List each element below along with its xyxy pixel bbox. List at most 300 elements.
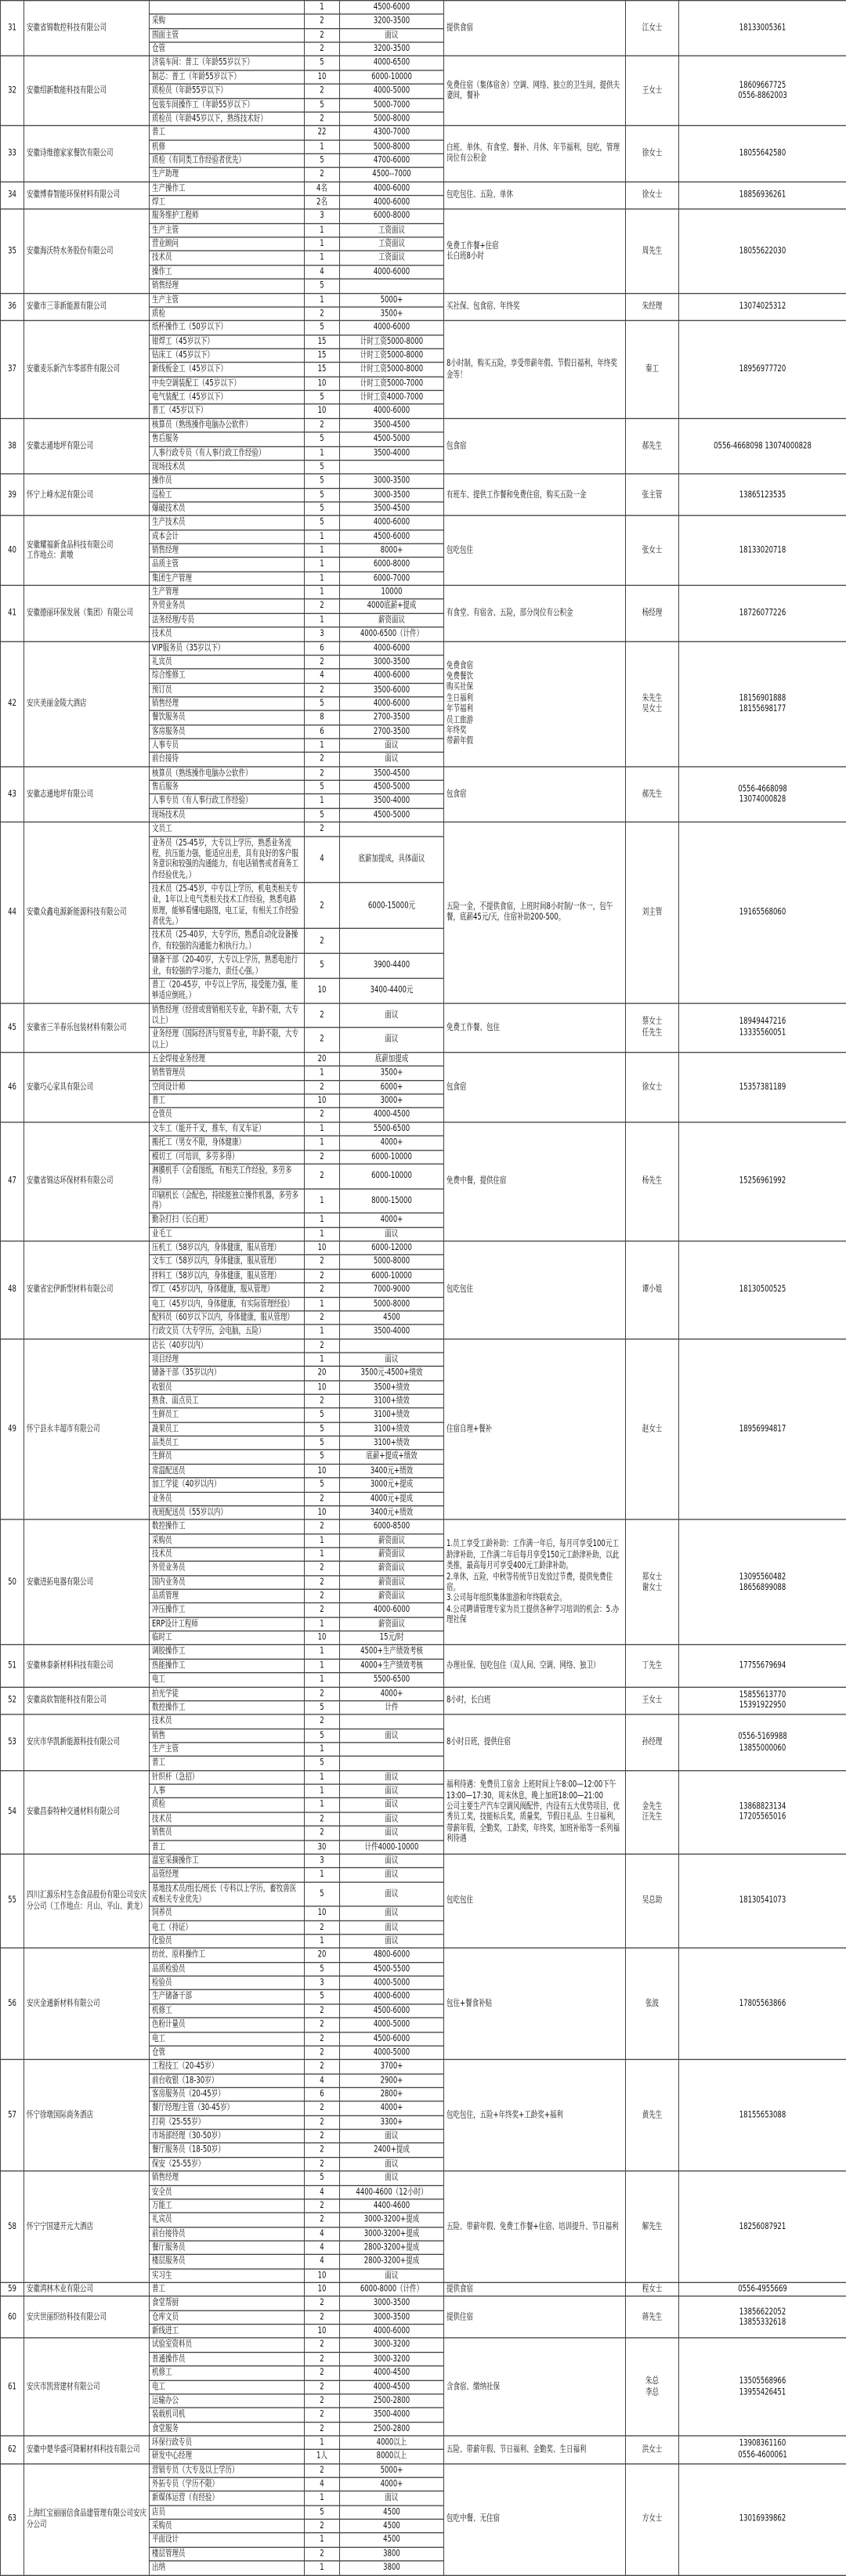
job-salary: 6000-10000	[340, 70, 444, 85]
contact-phone: 18726077226	[679, 586, 846, 641]
job-count: 4	[305, 2227, 340, 2241]
job-count: 5	[305, 808, 340, 822]
job-count: 10	[305, 2269, 340, 2283]
job-salary: 4000-5000	[340, 2018, 444, 2032]
job-title: 销售经理	[150, 279, 305, 293]
job-salary: 4000-4500	[340, 1108, 444, 1122]
job-salary: 2400+提成	[340, 2144, 444, 2158]
contact-phone: 15357381189	[679, 1053, 846, 1122]
job-salary: 计时工资4000-7000	[340, 391, 444, 405]
company-welfare: 住宿自理+餐补	[444, 1339, 626, 1519]
company-welfare: 1.员工享受工龄补助：工作满一年后，每月可享受100元工龄津补助，工作满二年后每月享受150元工龄津补助，以此类推，最高每月可享受400元工龄津补助。 2.单休，五险，中秋等传统节日发放过节费，提供免费住宿。 3.公司每年组织集体旅游和年终联欢会。 4.公司聘请管理专家为员工提供各种学习培训的机会：5.办理社保	[444, 1519, 626, 1645]
company-number: 39	[1, 474, 24, 515]
company-number: 38	[1, 418, 24, 474]
job-title: 销售管理员	[150, 1067, 305, 1081]
job-salary: 3800	[340, 2547, 444, 2561]
company-name: 上海红宝丽丽信食品建管理有限公司安庆分公司	[24, 2463, 150, 2574]
job-salary: 5500-6500	[340, 1673, 444, 1687]
company-name: 安庆世丽织纺科技有限公司	[24, 2296, 150, 2338]
company-name: 安徽志通地坪有限公司	[24, 767, 150, 822]
job-salary: 4500	[340, 2506, 444, 2520]
job-count: 2	[305, 2004, 340, 2018]
job-count: 2	[305, 1339, 340, 1353]
contact-phone: 0556-4955669	[679, 2282, 846, 2296]
table-row	[1, 1687, 846, 1701]
company-number: 33	[1, 126, 24, 182]
company-number: 41	[1, 586, 24, 641]
job-title: 仓管	[150, 42, 305, 56]
contact-person: 郝先生	[626, 767, 679, 822]
company-welfare: 提供食宿	[444, 2282, 626, 2296]
job-title: 生产主管	[150, 293, 305, 307]
contact-person: 杨先生	[626, 1122, 679, 1241]
company-number: 42	[1, 641, 24, 767]
table-row	[1, 2296, 846, 2310]
job-salary: 4000-6000	[340, 516, 444, 530]
job-salary: 2700-3500	[340, 724, 444, 739]
job-title: 操作工	[150, 266, 305, 280]
job-count: 2	[305, 2366, 340, 2380]
job-title: 电工	[150, 1673, 305, 1687]
job-title: 出纳	[150, 2561, 305, 2575]
job-title: VIP服务员（35岁以下）	[150, 641, 305, 656]
job-title: 前台收银（18-30岁）	[150, 2074, 305, 2088]
table-row	[1, 2338, 846, 2352]
job-title: 钻床工（45岁以下）	[150, 349, 305, 363]
company-name: 安徽省三羊春乐包装材料有限公司	[24, 1003, 150, 1053]
company-number: 40	[1, 516, 24, 586]
job-salary: 3800	[340, 2561, 444, 2575]
job-salary: 3000-3500	[340, 474, 444, 488]
job-count: 1	[305, 223, 340, 237]
company-welfare: 免费中餐，提供住宿	[444, 1122, 626, 1241]
job-salary: 3100+绩效	[340, 1394, 444, 1408]
job-salary: 面议	[340, 739, 444, 753]
company-number: 50	[1, 1519, 24, 1645]
job-count: 5	[305, 460, 340, 474]
job-title: 焊工（45岁以内，身体健康，服从管理）	[150, 1283, 305, 1297]
job-salary: 6000-8000	[340, 558, 444, 572]
table-row	[1, 2436, 846, 2450]
job-count: 2	[305, 1311, 340, 1325]
job-salary: 4500	[340, 2533, 444, 2547]
job-count: 1	[305, 1324, 340, 1339]
job-count: 10	[305, 2282, 340, 2296]
job-salary: 薪资面议	[340, 1589, 444, 1603]
job-title: 工程技工（20-45岁）	[150, 2060, 305, 2074]
job-salary: 15元/时	[340, 1631, 444, 1646]
job-count: 1	[305, 1067, 340, 1081]
job-count: 10	[305, 1464, 340, 1478]
job-count: 1	[305, 529, 340, 544]
job-salary: 4500-6000	[340, 529, 444, 544]
job-title: 销售员	[150, 1826, 305, 1841]
job-count: 1	[305, 1645, 340, 1659]
job-salary: 4000-6000	[340, 404, 444, 418]
job-count: 2	[305, 2394, 340, 2408]
job-count: 1	[305, 2561, 340, 2575]
job-title: 综合维修工	[150, 669, 305, 683]
job-title: 项目经理	[150, 1353, 305, 1367]
company-welfare: 包吃包住	[444, 1241, 626, 1339]
job-salary: 面议	[340, 28, 444, 42]
contact-person: 王女士	[626, 56, 679, 126]
job-title: 纺丝、原料操作工	[150, 1949, 305, 1963]
job-title: 勤杂打扫（长白班）	[150, 1213, 305, 1227]
table-row	[1, 822, 846, 836]
job-title: 压机工（58岁以内，身体健康，服从管理）	[150, 1241, 305, 1255]
company-number: 31	[1, 1, 24, 56]
job-salary: 面议	[340, 1854, 444, 1868]
job-salary: 4000元+提成	[340, 1492, 444, 1506]
job-title: 业务员（25-45岁，大专以上学历，熟悉业务流程，抗压能力强，能适应出差，具有良好的客户服务意识和较强的沟通能力，有电话销售或者商务工作经验优先。）	[150, 836, 305, 883]
job-title: 生产主管	[150, 1743, 305, 1757]
job-count: 2	[305, 2520, 340, 2534]
job-salary: 3000+	[340, 1094, 444, 1108]
job-title: 店员	[150, 2506, 305, 2520]
job-count: 1	[305, 1213, 340, 1227]
job-salary: 2800-3200+提成	[340, 2255, 444, 2269]
job-count: 2	[305, 1283, 340, 1297]
job-title: 色粉计量员	[150, 2018, 305, 2032]
job-title: 纸杯操作工（50岁以下）	[150, 321, 305, 335]
job-salary: 3500+	[340, 1067, 444, 1081]
job-salary: 3400元+绩效	[340, 1506, 444, 1520]
job-count: 2	[305, 2547, 340, 2561]
company-welfare: 免费工作餐+住宿 长白班8小时	[444, 209, 626, 293]
job-title: 淋膜机手（会看图纸，有相关工作经验，多劳多得）	[150, 1164, 305, 1189]
job-count: 2	[305, 1589, 340, 1603]
job-salary: 4500-5500	[340, 1962, 444, 1976]
job-salary: 面议	[340, 1770, 444, 1784]
company-number: 58	[1, 2171, 24, 2282]
contact-phone: 18133005361	[679, 1, 846, 56]
company-number: 47	[1, 1122, 24, 1241]
job-salary	[340, 460, 444, 474]
job-count: 1	[305, 1353, 340, 1367]
job-count: 2	[305, 84, 340, 98]
job-salary: 4000+	[340, 2101, 444, 2115]
job-title: 餐厅服务员（18-50岁）	[150, 2144, 305, 2158]
job-count: 1	[305, 572, 340, 586]
job-count: 1	[305, 1136, 340, 1150]
job-count: 2	[305, 418, 340, 432]
job-salary: 3200-3500	[340, 14, 444, 28]
job-count: 4	[305, 2255, 340, 2269]
job-title: 五金焊接业务经理	[150, 1053, 305, 1067]
job-title: 品质管理	[150, 1589, 305, 1603]
job-salary: 薪资面议	[340, 1548, 444, 1562]
table-row	[1, 321, 846, 335]
job-count: 4	[305, 2074, 340, 2088]
job-count: 2	[305, 2144, 340, 2158]
job-salary: 3500-4000	[340, 794, 444, 808]
job-title: 销售经理（经营或营销相关专业，年龄不限，大专以上）	[150, 1003, 305, 1028]
contact-phone: 13505568966 13955426451	[679, 2338, 846, 2435]
job-title: 楼层服务员	[150, 2255, 305, 2269]
company-name: 安徽众鑫电源新能源科技有限公司	[24, 822, 150, 1003]
company-welfare: 包吃中餐、无住宿	[444, 2463, 626, 2574]
job-salary: 面议	[340, 1729, 444, 1743]
job-title: 实习生	[150, 2269, 305, 2283]
company-name: 安徽高软智能科技有限公司	[24, 1687, 150, 1715]
job-salary: 3400元+绩效	[340, 1464, 444, 1478]
job-count: 2	[305, 2018, 340, 2032]
table-row	[1, 1949, 846, 1963]
job-title: 仓管员	[150, 1108, 305, 1122]
job-count: 10	[305, 2325, 340, 2339]
contact-person: 张主管	[626, 474, 679, 515]
job-title: 新线进工	[150, 2325, 305, 2339]
contact-phone: 13095560482 18656899088	[679, 1519, 846, 1645]
job-salary: 4000-6000	[340, 641, 444, 656]
company-number: 45	[1, 1003, 24, 1053]
table-row	[1, 516, 846, 530]
contact-person: 朱经理	[626, 293, 679, 321]
job-count: 2	[305, 2060, 340, 2074]
company-name: 安徽麦乐新汽车零部件有限公司	[24, 321, 150, 418]
job-salary: 4000-4500	[340, 2380, 444, 2394]
table-row	[1, 2060, 846, 2074]
job-salary: 4500+生产绩效考核	[340, 1645, 444, 1659]
job-count: 1	[305, 293, 340, 307]
job-title: 焊工	[150, 196, 305, 210]
company-number: 52	[1, 1687, 24, 1715]
job-count: 2	[305, 2296, 340, 2310]
company-name: 安庆市凯营建材有限公司	[24, 2338, 150, 2435]
job-count: 10	[305, 404, 340, 418]
job-title: 装载机司机	[150, 2408, 305, 2422]
contact-person: 张波	[626, 1949, 679, 2060]
job-salary: 3500-4500	[340, 418, 444, 432]
company-welfare: 有班车、提供工作餐和免费住宿，购买五险一金	[444, 474, 626, 515]
company-number: 35	[1, 209, 24, 293]
company-number: 55	[1, 1854, 24, 1948]
job-count: 1	[305, 544, 340, 558]
job-count: 5	[305, 1700, 340, 1714]
job-salary	[340, 929, 444, 954]
job-count: 2	[305, 1826, 340, 1841]
job-salary: 面议	[340, 2130, 444, 2144]
job-title: 生产助理	[150, 168, 305, 182]
job-salary: 3000-3200	[340, 2352, 444, 2366]
job-salary: 4500	[340, 2520, 444, 2534]
job-salary: 薪资面议	[340, 1534, 444, 1548]
job-salary: 4000以上	[340, 2436, 444, 2450]
job-salary: 4500-6000	[340, 2004, 444, 2018]
job-salary: 计时工资5000-8000	[340, 334, 444, 349]
company-number: 32	[1, 56, 24, 126]
contact-phone: 13074025312	[679, 293, 846, 321]
job-count: 5	[305, 1962, 340, 1976]
job-count: 2	[305, 1164, 340, 1189]
job-count: 1	[305, 1227, 340, 1241]
job-count: 4	[305, 2185, 340, 2199]
job-salary: 面议	[340, 1353, 444, 1367]
job-salary: 6000-8000（计件）	[340, 2282, 444, 2296]
job-title: 济装车间：普工（年龄55岁以下）	[150, 56, 305, 70]
contact-person: 刘主管	[626, 822, 679, 1003]
job-salary: 4500-6000	[340, 2032, 444, 2046]
job-count: 10	[305, 1631, 340, 1646]
job-title: 质检（有同类工作经验者优先）	[150, 154, 305, 168]
company-name: 安徽省锦达环保材料有限公司	[24, 1122, 150, 1241]
table-row	[1, 182, 846, 196]
table-row	[1, 1854, 846, 1868]
job-count: 1	[305, 1770, 340, 1784]
company-welfare: 免费食宿 免费餐饮 购买社保 生日福利 年节福利 员工旅游 年终奖 带薪年假	[444, 641, 626, 767]
job-salary: 计件	[340, 1700, 444, 1714]
table-row	[1, 418, 846, 432]
job-salary: 6000-7000	[340, 572, 444, 586]
job-count: 5	[305, 953, 340, 978]
job-title: 搬托工（男女不限，身体健康）	[150, 1136, 305, 1150]
company-name: 四川汇源乐村生态食品股份有限公司安庆分公司（工作地点：月山、平山、黄龙）	[24, 1854, 150, 1948]
company-name: 怀宁宁国建开元大酒店	[24, 2171, 150, 2282]
company-welfare: 五险、带薪年假、免费工作餐+住宿、培训提升、节日福利	[444, 2171, 626, 2282]
contact-phone: 18156901888 18155698177	[679, 641, 846, 767]
job-count: 5	[305, 321, 340, 335]
job-count: 15	[305, 349, 340, 363]
job-title: 品类员工	[150, 1436, 305, 1451]
job-count: 2	[305, 2199, 340, 2213]
job-title: 品管经理	[150, 1868, 305, 1882]
contact-person: 孙经理	[626, 1714, 679, 1770]
job-title: 技术员	[150, 1812, 305, 1826]
job-count: 2	[305, 1028, 340, 1053]
contact-phone: 18130541073	[679, 1854, 846, 1948]
job-count: 5	[305, 1478, 340, 1492]
job-title: 生鲜员	[150, 1450, 305, 1464]
job-title: 电工	[150, 2032, 305, 2046]
job-salary: 3500-4000	[340, 1324, 444, 1339]
job-title: 普工	[150, 1840, 305, 1854]
job-title: 平面设计	[150, 2533, 305, 2547]
job-title: 质检	[150, 307, 305, 321]
company-welfare: 五险一金，不提供食宿，上班时间8小时制/一休一，包午餐，底薪45元/天，住宿补助200-500。	[444, 822, 626, 1003]
contact-phone: 15256961992	[679, 1122, 846, 1241]
company-number: 36	[1, 293, 24, 321]
contact-person: 秦工	[626, 321, 679, 418]
table-row	[1, 641, 846, 656]
job-salary: 8000+	[340, 544, 444, 558]
job-title: 饲养员	[150, 1906, 305, 1920]
job-count: 5	[305, 697, 340, 711]
job-count: 1	[305, 558, 340, 572]
company-number: 34	[1, 182, 24, 210]
job-count: 5	[305, 432, 340, 446]
job-salary: 5000-8000	[340, 139, 444, 154]
job-count: 1	[305, 2436, 340, 2450]
job-count: 5	[305, 98, 340, 112]
contact-person: 洪女士	[626, 2436, 679, 2464]
company-number: 60	[1, 2296, 24, 2338]
job-title: 巡检工	[150, 488, 305, 502]
job-salary: 2500-2800	[340, 2422, 444, 2436]
contact-phone: 18956977720	[679, 321, 846, 418]
job-title: 普工	[150, 126, 305, 140]
job-title: 印刷机长（会配色，持续能独立操作机器，多劳多得）	[150, 1189, 305, 1214]
job-title: 环保行政专员	[150, 2436, 305, 2450]
job-count: 5	[305, 154, 340, 168]
job-salary: 面议	[340, 2171, 444, 2185]
job-salary: 3000-3200+提成	[340, 2227, 444, 2241]
job-salary: 4000+	[340, 1136, 444, 1150]
job-count: 10	[305, 377, 340, 391]
job-count: 2	[305, 1575, 340, 1589]
job-salary: 4000-6500（计件）	[340, 627, 444, 641]
company-name: 安庆金通新材料有限公司	[24, 1949, 150, 2060]
job-title: 质检员（年龄55岁以下）	[150, 84, 305, 98]
job-title: 爆破技术员	[150, 502, 305, 516]
job-salary: 4700-6000	[340, 154, 444, 168]
job-count: 6	[305, 641, 340, 656]
table-row	[1, 1339, 846, 1353]
job-count: 3	[305, 627, 340, 641]
job-salary: 面议	[340, 1935, 444, 1949]
job-salary: 2700-3500	[340, 711, 444, 725]
job-title: 调胶操作工	[150, 1645, 305, 1659]
company-number: 54	[1, 1770, 24, 1854]
job-title: 机修工	[150, 2366, 305, 2380]
contact-phone: 17805563866	[679, 1949, 846, 2060]
contact-phone: 18956994817	[679, 1339, 846, 1519]
job-count: 15	[305, 334, 340, 349]
job-title: 检验员	[150, 1976, 305, 1990]
job-salary: 底薪+提成+绩效	[340, 1450, 444, 1464]
job-salary: 工资面议	[340, 251, 444, 266]
job-salary: 薪资面议	[340, 613, 444, 627]
company-name: 安徽省锦数控科技有限公司	[24, 1, 150, 56]
table-row	[1, 2463, 846, 2477]
job-count: 2	[305, 2032, 340, 2046]
job-title: 储备干部（20-40岁，大专以上学历，熟悉电池行业，有较强的学习能力，责任心强。）	[150, 953, 305, 978]
job-count: 1	[305, 613, 340, 627]
job-salary: 3500-4000	[340, 2408, 444, 2422]
contact-person: 徐女士	[626, 1053, 679, 1122]
job-title: 文车工（58岁以内，身体健康，服从管理）	[150, 1255, 305, 1269]
job-title: 文员工	[150, 822, 305, 836]
job-salary: 面议	[340, 1812, 444, 1826]
job-count: 3	[305, 1854, 340, 1868]
job-salary: 6000-10000	[340, 1150, 444, 1164]
job-count: 2	[305, 28, 340, 42]
company-number: 56	[1, 1949, 24, 2060]
job-salary: 5000-8000	[340, 112, 444, 126]
job-count: 2	[305, 112, 340, 126]
company-welfare: 8小时日班，提供住宿	[444, 1714, 626, 1770]
job-salary: 计时工资5000-7000	[340, 377, 444, 391]
job-title: 前台接待员	[150, 2227, 305, 2241]
job-title: 人事	[150, 1784, 305, 1798]
job-salary: 5000-7000	[340, 98, 444, 112]
job-count: 1	[305, 1617, 340, 1631]
job-count: 5	[305, 1757, 340, 1771]
job-salary: 4000-6000	[340, 196, 444, 210]
table-row	[1, 1714, 846, 1729]
company-number: 62	[1, 2436, 24, 2464]
job-salary: 面议	[340, 1920, 444, 1935]
job-count: 1	[305, 1, 340, 15]
company-welfare: 包吃包住、五险、单休	[444, 182, 626, 210]
job-count: 2	[305, 683, 340, 697]
job-title: 研发中心经理	[150, 2450, 305, 2464]
job-count: 1	[305, 1784, 340, 1798]
job-title: 数控操作工	[150, 1519, 305, 1534]
job-title: 技术员	[150, 1548, 305, 1562]
job-salary: 3000元+提成	[340, 1478, 444, 1492]
contact-phone: 13856622052 13855332618	[679, 2296, 846, 2338]
